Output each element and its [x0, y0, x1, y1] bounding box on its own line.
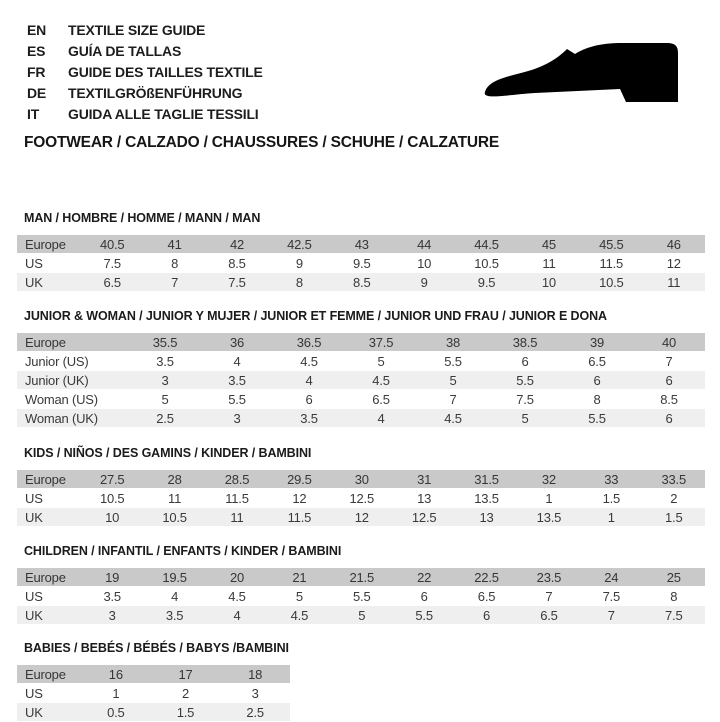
size-value-cell: 27.5 — [81, 470, 143, 488]
size-table-man — [17, 234, 705, 292]
section-children — [17, 544, 705, 625]
size-value-cell: 4 — [233, 353, 241, 369]
size-value-cell: 5 — [331, 606, 393, 624]
size-value-cell: 6 — [561, 371, 633, 389]
size-value-cell: 30 — [331, 470, 393, 488]
size-value-cell: 10 — [81, 508, 143, 526]
size-value-cell: 6 — [420, 588, 428, 604]
language-title: TEXTILGRÖßENFÜHRUNG — [68, 85, 243, 101]
size-value-cell: 1 — [580, 508, 642, 526]
size-table-babies — [17, 664, 290, 722]
row-label: Junior (UK) — [17, 371, 129, 389]
size-value-cell: 9.5 — [455, 273, 517, 291]
size-value-cell: 4.5 — [228, 588, 246, 604]
size-value-cell: 45.5 — [580, 235, 642, 253]
size-value-cell: 6 — [633, 371, 705, 389]
size-value-cell: 10.5 — [580, 273, 642, 291]
size-value-cell: 5.5 — [444, 353, 462, 369]
size-value-cell: 7 — [665, 353, 673, 369]
size-table-kids — [17, 469, 705, 527]
size-value-cell: 20 — [206, 568, 268, 586]
size-value-cell: 1.5 — [602, 490, 621, 506]
row-label: UK — [17, 273, 81, 291]
size-value-cell: 4 — [273, 371, 345, 389]
size-value-cell: 5 — [377, 353, 385, 369]
size-value-cell: 22 — [393, 568, 455, 586]
table-title-junior-woman: JUNIOR & WOMAN / JUNIOR Y MUJER / JUNIOR ET FEMME / JUNIOR UND FRAU / JUNIOR E DONA — [24, 309, 607, 323]
language-code: ES — [27, 43, 46, 59]
size-value-cell: 9 — [393, 273, 455, 291]
size-value-cell: 6.5 — [588, 353, 606, 369]
size-value-cell: 22.5 — [455, 568, 517, 586]
size-value-cell: 10 — [417, 255, 432, 271]
size-value-cell: 10.5 — [99, 490, 125, 506]
size-value-cell: 44 — [393, 235, 455, 253]
size-value-cell: 44.5 — [455, 235, 517, 253]
size-value-cell: 4.5 — [300, 353, 318, 369]
size-value-cell: 9 — [295, 255, 303, 271]
row-label: US — [25, 490, 43, 506]
size-value-cell: 11 — [542, 255, 556, 271]
section-babies — [17, 641, 705, 722]
size-value-cell: 7.5 — [103, 255, 121, 271]
size-value-cell: 10.5 — [474, 255, 499, 271]
size-value-cell: 5 — [295, 588, 303, 604]
size-value-cell: 19 — [81, 568, 143, 586]
size-value-cell: 32 — [518, 470, 580, 488]
size-value-cell: 11.5 — [599, 255, 624, 271]
size-value-cell: 33.5 — [643, 470, 705, 488]
language-title: GUIDE DES TAILLES TEXTILE — [68, 64, 263, 80]
table-row — [17, 390, 705, 408]
size-value-cell: 5.5 — [228, 391, 246, 407]
size-value-cell: 1 — [545, 490, 553, 506]
language-code: EN — [27, 22, 47, 38]
size-value-cell: 13.5 — [474, 490, 499, 506]
shoe-silhouette-icon — [479, 40, 685, 114]
size-value-cell: 3 — [251, 685, 259, 701]
size-value-cell: 5.5 — [489, 371, 561, 389]
size-value-cell: 28.5 — [206, 470, 268, 488]
row-label: Woman (UK) — [17, 409, 129, 427]
size-value-cell: 5.5 — [393, 606, 455, 624]
table-row — [17, 508, 705, 526]
size-value-cell: 3 — [81, 606, 143, 624]
section-junior-woman — [17, 309, 705, 428]
table-title-kids: KIDS / NIÑOS / DES GAMINS / KINDER / BAMBINI — [24, 446, 312, 460]
size-value-cell: 3 — [201, 409, 273, 427]
size-value-cell: 6 — [455, 606, 517, 624]
category-heading: FOOTWEAR / CALZADO / CHAUSSURES / SCHUHE / CALZATURE — [24, 134, 499, 151]
size-value-cell: 6 — [633, 409, 705, 427]
size-value-cell: 41 — [143, 235, 205, 253]
size-value-cell: 7 — [143, 273, 205, 291]
size-value-cell: 6 — [521, 353, 529, 369]
size-value-cell: 38.5 — [489, 333, 561, 351]
size-value-cell: 36.5 — [273, 333, 345, 351]
row-label: Europe — [17, 665, 81, 683]
size-value-cell: 13.5 — [518, 508, 580, 526]
size-value-cell: 6.5 — [81, 273, 143, 291]
size-value-cell: 8 — [171, 255, 179, 271]
language-code: DE — [27, 85, 47, 101]
size-value-cell: 35.5 — [129, 333, 201, 351]
size-value-cell: 3.5 — [103, 588, 121, 604]
size-value-cell: 11.5 — [225, 490, 249, 506]
table-row — [17, 235, 705, 253]
size-value-cell: 18 — [220, 665, 290, 683]
row-label: US — [25, 255, 43, 271]
size-value-cell: 28 — [143, 470, 205, 488]
size-table-junior-woman — [17, 332, 705, 428]
size-value-cell: 6.5 — [518, 606, 580, 624]
row-label: UK — [17, 508, 81, 526]
size-value-cell: 8 — [268, 273, 330, 291]
size-value-cell: 8.5 — [660, 391, 678, 407]
size-value-cell: 3.5 — [156, 353, 174, 369]
size-value-cell: 17 — [151, 665, 221, 683]
section-man — [17, 211, 705, 292]
size-value-cell: 43 — [331, 235, 393, 253]
table-row — [17, 568, 705, 586]
size-value-cell: 2 — [181, 685, 189, 701]
size-value-cell: 12.5 — [393, 508, 455, 526]
language-title: GUÍA DE TALLAS — [68, 43, 182, 59]
size-value-cell: 10 — [518, 273, 580, 291]
size-value-cell: 7.5 — [643, 606, 705, 624]
size-value-cell: 1 — [112, 685, 120, 701]
size-value-cell: 7 — [449, 391, 457, 407]
table-title-babies: BABIES / BEBÉS / BÉBÉS / BABYS /BAMBINI — [24, 641, 289, 655]
size-value-cell: 2.5 — [220, 703, 290, 721]
size-value-cell: 46 — [643, 235, 705, 253]
size-value-cell: 0.5 — [81, 703, 151, 721]
size-value-cell: 13 — [417, 490, 432, 506]
size-value-cell: 5 — [417, 371, 489, 389]
size-value-cell: 8.5 — [331, 273, 393, 291]
section-kids — [17, 446, 705, 527]
size-value-cell: 4.5 — [268, 606, 330, 624]
table-row — [17, 409, 705, 427]
size-value-cell: 33 — [580, 470, 642, 488]
size-value-cell: 39 — [561, 333, 633, 351]
size-value-cell: 9.5 — [353, 255, 371, 271]
size-value-cell: 3 — [129, 371, 201, 389]
row-label: Europe — [17, 470, 81, 488]
size-value-cell: 4.5 — [345, 371, 417, 389]
language-title: GUIDA ALLE TAGLIE TESSILI — [68, 106, 259, 122]
size-value-cell: 11 — [643, 273, 705, 291]
size-value-cell: 29.5 — [268, 470, 330, 488]
table-title-man: MAN / HOMBRE / HOMME / MANN / MAN — [24, 211, 261, 225]
shoe-icon — [479, 40, 685, 114]
size-value-cell: 7.5 — [602, 588, 621, 604]
size-value-cell: 10.5 — [143, 508, 205, 526]
size-value-cell: 1.5 — [151, 703, 221, 721]
size-value-cell: 7 — [580, 606, 642, 624]
size-value-cell: 5 — [489, 409, 561, 427]
size-value-cell: 21 — [268, 568, 330, 586]
table-row — [17, 273, 705, 291]
row-label: Europe — [17, 568, 81, 586]
size-value-cell: 5.5 — [353, 588, 371, 604]
size-value-cell: 4 — [206, 606, 268, 624]
size-value-cell: 5 — [161, 391, 169, 407]
size-value-cell: 7.5 — [206, 273, 268, 291]
size-value-cell: 11 — [206, 508, 268, 526]
size-value-cell: 38 — [417, 333, 489, 351]
size-value-cell: 3.5 — [273, 409, 345, 427]
size-value-cell: 2 — [670, 490, 678, 506]
size-value-cell: 21.5 — [331, 568, 393, 586]
row-label: Woman (US) — [25, 391, 98, 407]
table-row — [17, 352, 705, 370]
row-label: UK — [17, 703, 81, 721]
size-value-cell: 42 — [206, 235, 268, 253]
size-value-cell: 24 — [580, 568, 642, 586]
language-code: FR — [27, 64, 46, 80]
language-row-en — [27, 20, 705, 41]
size-value-cell: 11 — [168, 490, 182, 506]
size-value-cell: 12.5 — [349, 490, 375, 506]
table-row — [17, 489, 705, 507]
size-value-cell: 4 — [345, 409, 417, 427]
size-value-cell: 13 — [455, 508, 517, 526]
size-table-children — [17, 567, 705, 625]
table-row — [17, 254, 705, 272]
table-row — [17, 333, 705, 351]
size-value-cell: 6.5 — [372, 391, 390, 407]
size-value-cell: 36 — [201, 333, 273, 351]
table-row — [17, 606, 705, 624]
size-value-cell: 12 — [292, 490, 307, 506]
table-row — [17, 587, 705, 605]
size-value-cell: 5.5 — [561, 409, 633, 427]
size-value-cell: 3.5 — [143, 606, 205, 624]
row-label: UK — [17, 606, 81, 624]
row-label: Europe — [17, 333, 129, 351]
size-value-cell: 11.5 — [268, 508, 330, 526]
row-label: US — [25, 588, 43, 604]
size-value-cell: 40.5 — [81, 235, 143, 253]
size-value-cell: 45 — [518, 235, 580, 253]
size-value-cell: 31 — [393, 470, 455, 488]
table-title-children: CHILDREN / INFANTIL / ENFANTS / KINDER / BAMBINI — [24, 544, 342, 558]
size-value-cell: 8 — [670, 588, 678, 604]
size-value-cell: 6 — [305, 391, 313, 407]
size-value-cell: 31.5 — [455, 470, 517, 488]
language-title: TEXTILE SIZE GUIDE — [68, 22, 206, 38]
size-value-cell: 16 — [81, 665, 151, 683]
size-value-cell: 40 — [633, 333, 705, 351]
row-label: Junior (US) — [25, 353, 89, 369]
size-value-cell: 2.5 — [129, 409, 201, 427]
size-value-cell: 6.5 — [477, 588, 496, 604]
size-value-cell: 3.5 — [201, 371, 273, 389]
size-value-cell: 12 — [331, 508, 393, 526]
size-value-cell: 1.5 — [643, 508, 705, 526]
size-value-cell: 19.5 — [143, 568, 205, 586]
table-row — [17, 470, 705, 488]
size-value-cell: 37.5 — [345, 333, 417, 351]
row-label: US — [25, 685, 43, 701]
size-value-cell: 25 — [643, 568, 705, 586]
size-value-cell: 4.5 — [417, 409, 489, 427]
size-value-cell: 8.5 — [228, 255, 246, 271]
table-row — [17, 703, 290, 721]
language-code: IT — [27, 106, 40, 122]
size-value-cell: 42.5 — [268, 235, 330, 253]
size-value-cell: 8 — [593, 391, 601, 407]
size-value-cell: 23.5 — [518, 568, 580, 586]
table-row — [17, 684, 290, 702]
size-value-cell: 12 — [666, 255, 681, 271]
table-row — [17, 371, 705, 389]
row-label: Europe — [17, 235, 81, 253]
table-row — [17, 665, 290, 683]
size-value-cell: 7 — [545, 588, 553, 604]
size-value-cell: 4 — [171, 588, 179, 604]
size-value-cell: 7.5 — [516, 391, 534, 407]
